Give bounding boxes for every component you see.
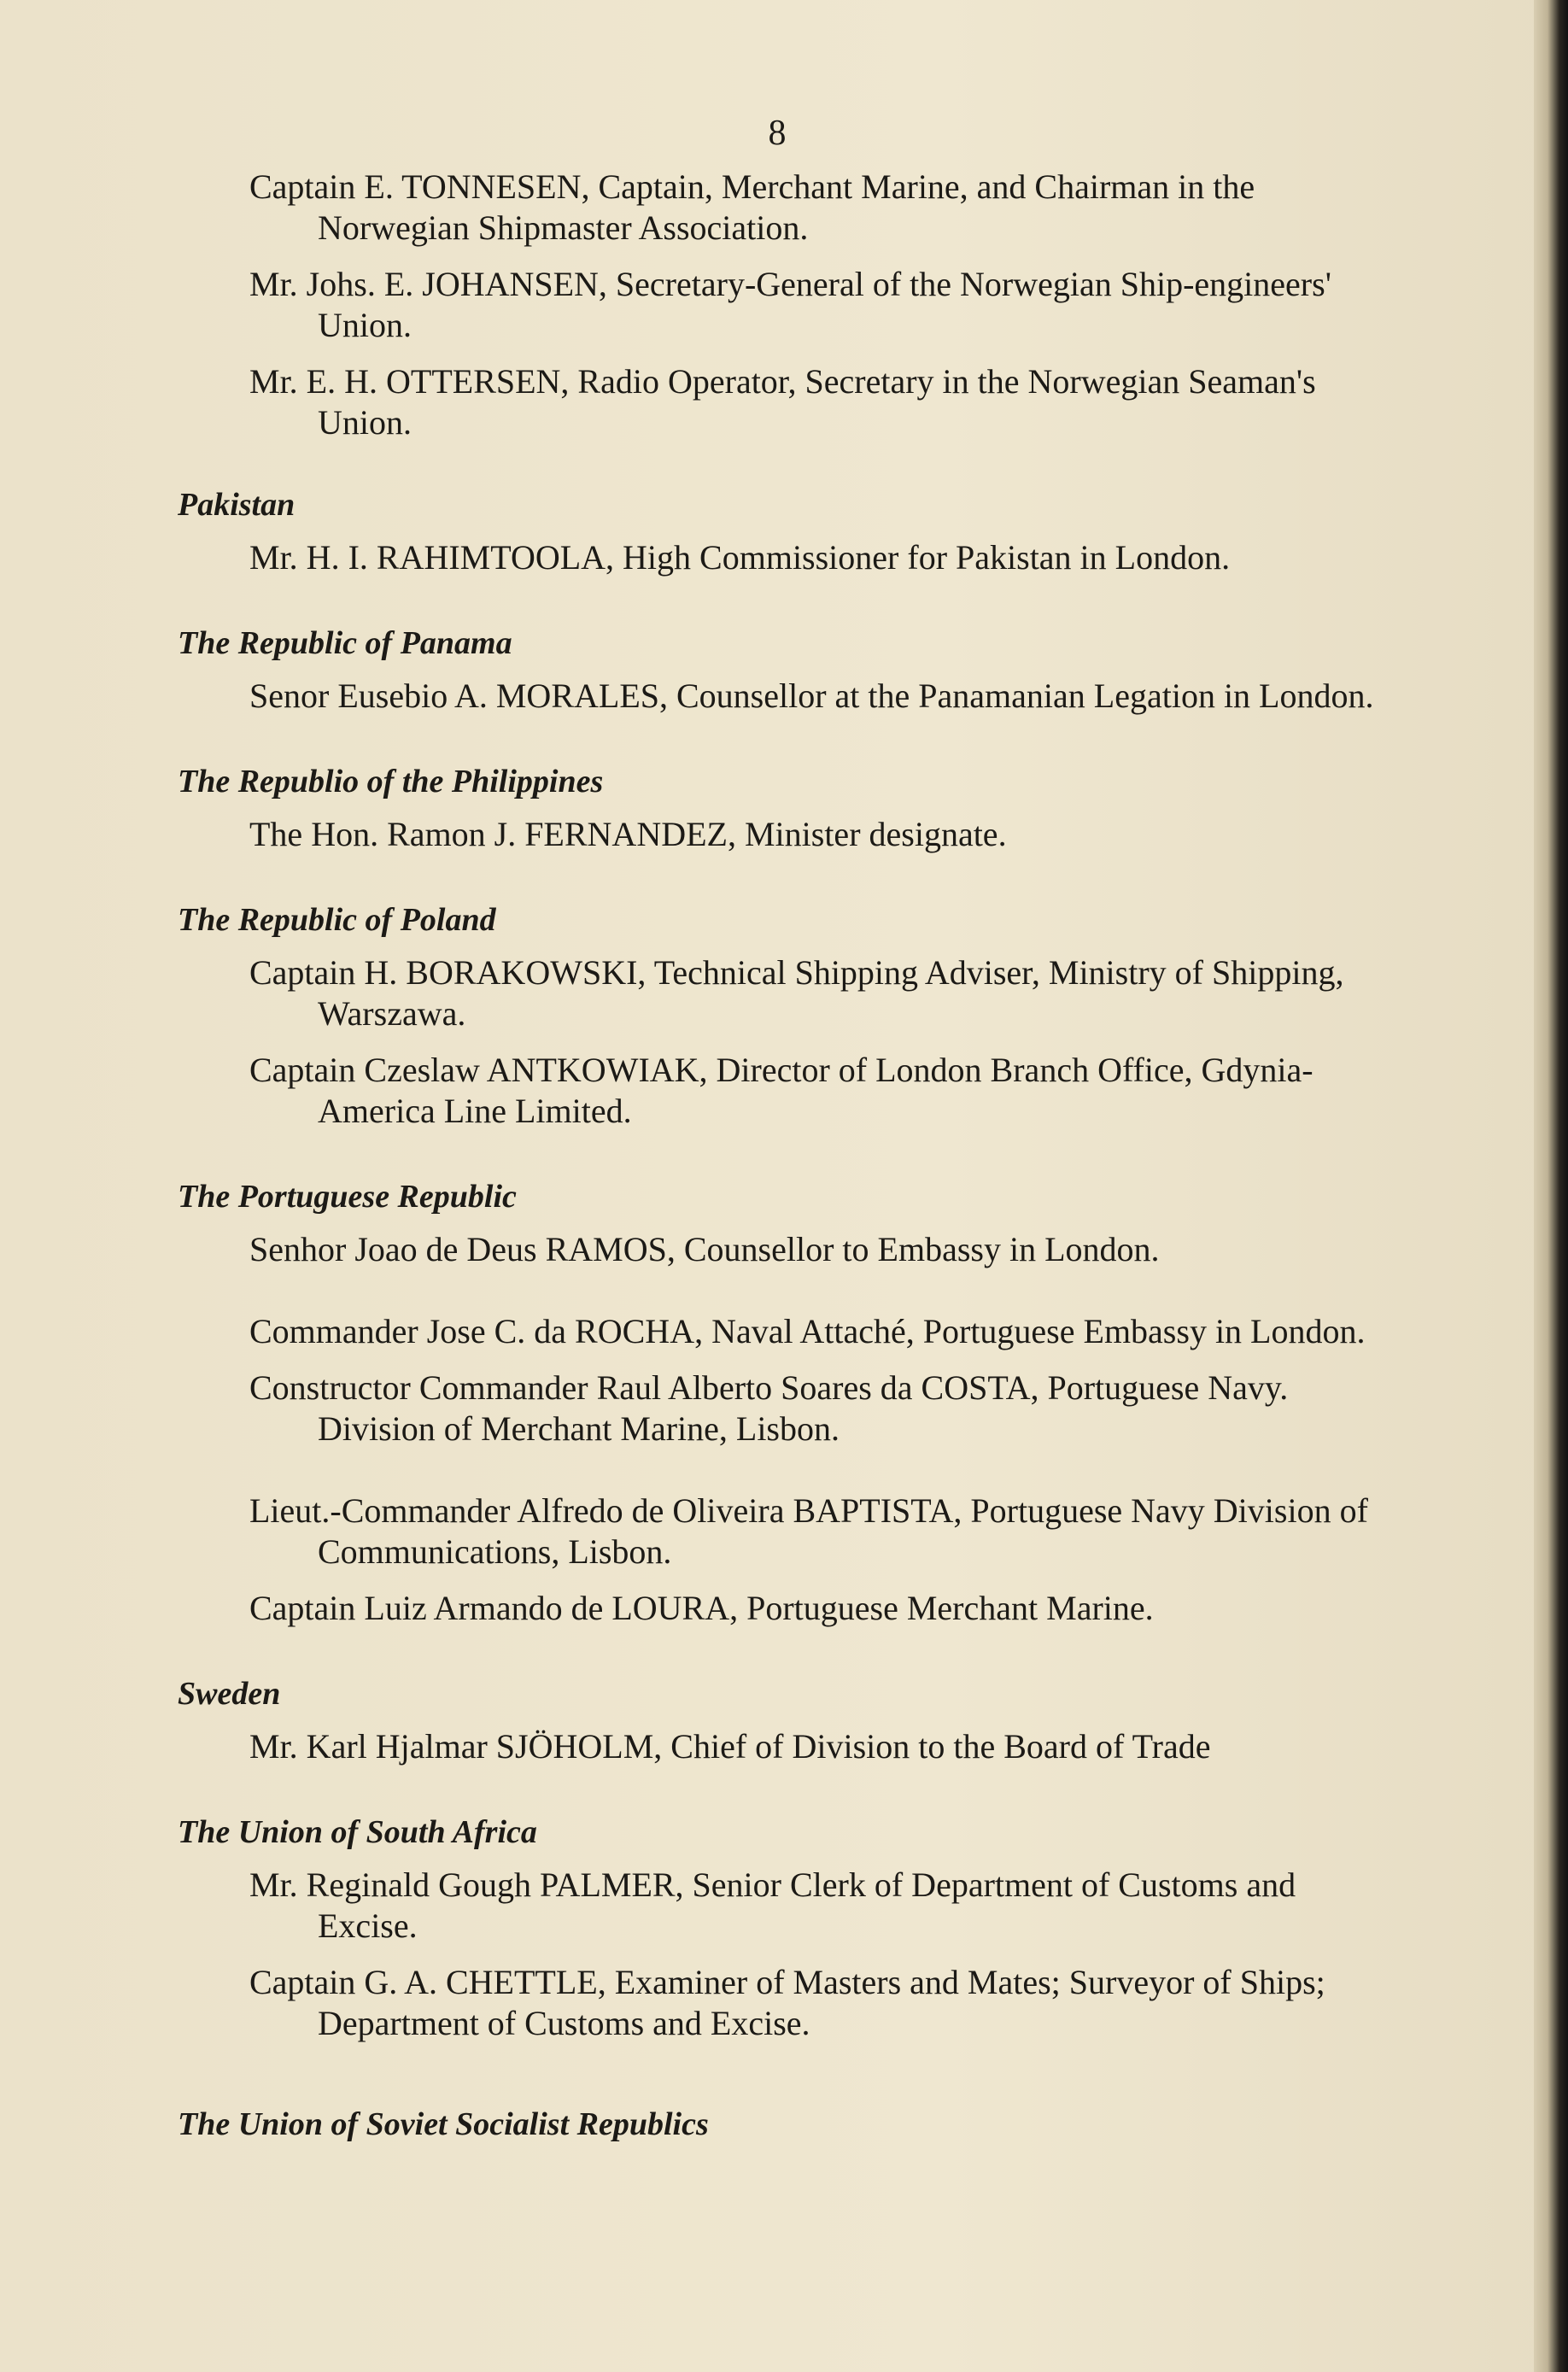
page-number: 8 [768,114,787,153]
delegate-entry: Captain H. BORAKOWSKI, Technical Shipping Adviser, Ministry of Shipping, Warszawa. [249,953,1344,1033]
delegate-entry: Lieut.-Commander Alfredo de Oliveira BAPTISTA, Portuguese Navy Division of Communications, Lisbon. [249,1491,1368,1571]
country-heading: The Republic of Panama [178,625,512,661]
spacer [171,1465,1384,1491]
section-poland [171,899,1384,1132]
delegate-entry: Mr. E. H. OTTERSEN, Radio Operator, Secretary in the Norwegian Seaman's Union. [249,362,1316,442]
section-norway-continued [171,167,1384,443]
delegate-entry: Mr. Johs. E. JOHANSEN, Secretary-General of the Norwegian Ship-engineers' Union. [249,265,1331,344]
delegate-entry: Mr. H. I. RAHIMTOOLA, High Commissioner for Pakistan in London. [249,538,1231,577]
country-heading: The Union of Soviet Socialist Republics [178,2106,709,2142]
section-pakistan [171,484,1384,578]
delegate-entry: Captain G. A. CHETTLE, Examiner of Masters and Mates; Surveyor of Ships; Department of Customs and Excise. [249,1963,1325,2042]
country-heading: The Republio of the Philippines [178,764,604,799]
country-heading: The Portuguese Republic [178,1179,517,1215]
delegate-entry: The Hon. Ramon J. FERNANDEZ, Minister designate. [249,815,1007,853]
delegates-list [171,167,1384,2189]
delegate-entry: Mr. Reginald Gough PALMER, Senior Clerk of Department of Customs and Excise. [249,1865,1296,1945]
delegate-entry: Commander Jose C. da ROCHA, Naval Attaché, Portuguese Embassy in London. [249,1312,1366,1350]
delegate-entry: Captain Luiz Armando de LOURA, Portuguese Merchant Marine. [249,1589,1154,1627]
delegate-entry: Captain Czeslaw ANTKOWIAK, Director of London Branch Office, Gdynia-America Line Limited. [249,1051,1313,1130]
section-panama [171,623,1384,717]
country-heading: Pakistan [178,487,295,523]
delegate-entry: Senhor Joao de Deus RAMOS, Counsellor to Embassy in London. [249,1230,1160,1268]
section-sweden [171,1673,1384,1767]
country-heading: The Union of South Africa [178,1814,537,1850]
delegate-entry: Captain E. TONNESEN, Captain, Merchant Marine, and Chairman in the Norwegian Shipmaster Association. [249,167,1255,247]
spacer [171,1286,1384,1311]
country-heading: The Republic of Poland [178,902,496,938]
section-south-africa [171,1812,1384,2044]
section-ussr [171,2104,1384,2145]
delegate-entry: Mr. Karl Hjalmar SJÖHOLM, Chief of Division to the Board of Trade [249,1727,1211,1766]
book-spine-shadow [1534,0,1568,2372]
country-heading: Sweden [178,1676,281,1712]
delegate-entry: Constructor Commander Raul Alberto Soares da COSTA, Portuguese Navy. Division of Merchant Marine, Lisbon. [249,1368,1289,1448]
section-philippines [171,761,1384,855]
section-portugal [171,1176,1384,1629]
delegate-entry: Senor Eusebio A. MORALES, Counsellor at the Panamanian Legation in London. [249,676,1374,715]
